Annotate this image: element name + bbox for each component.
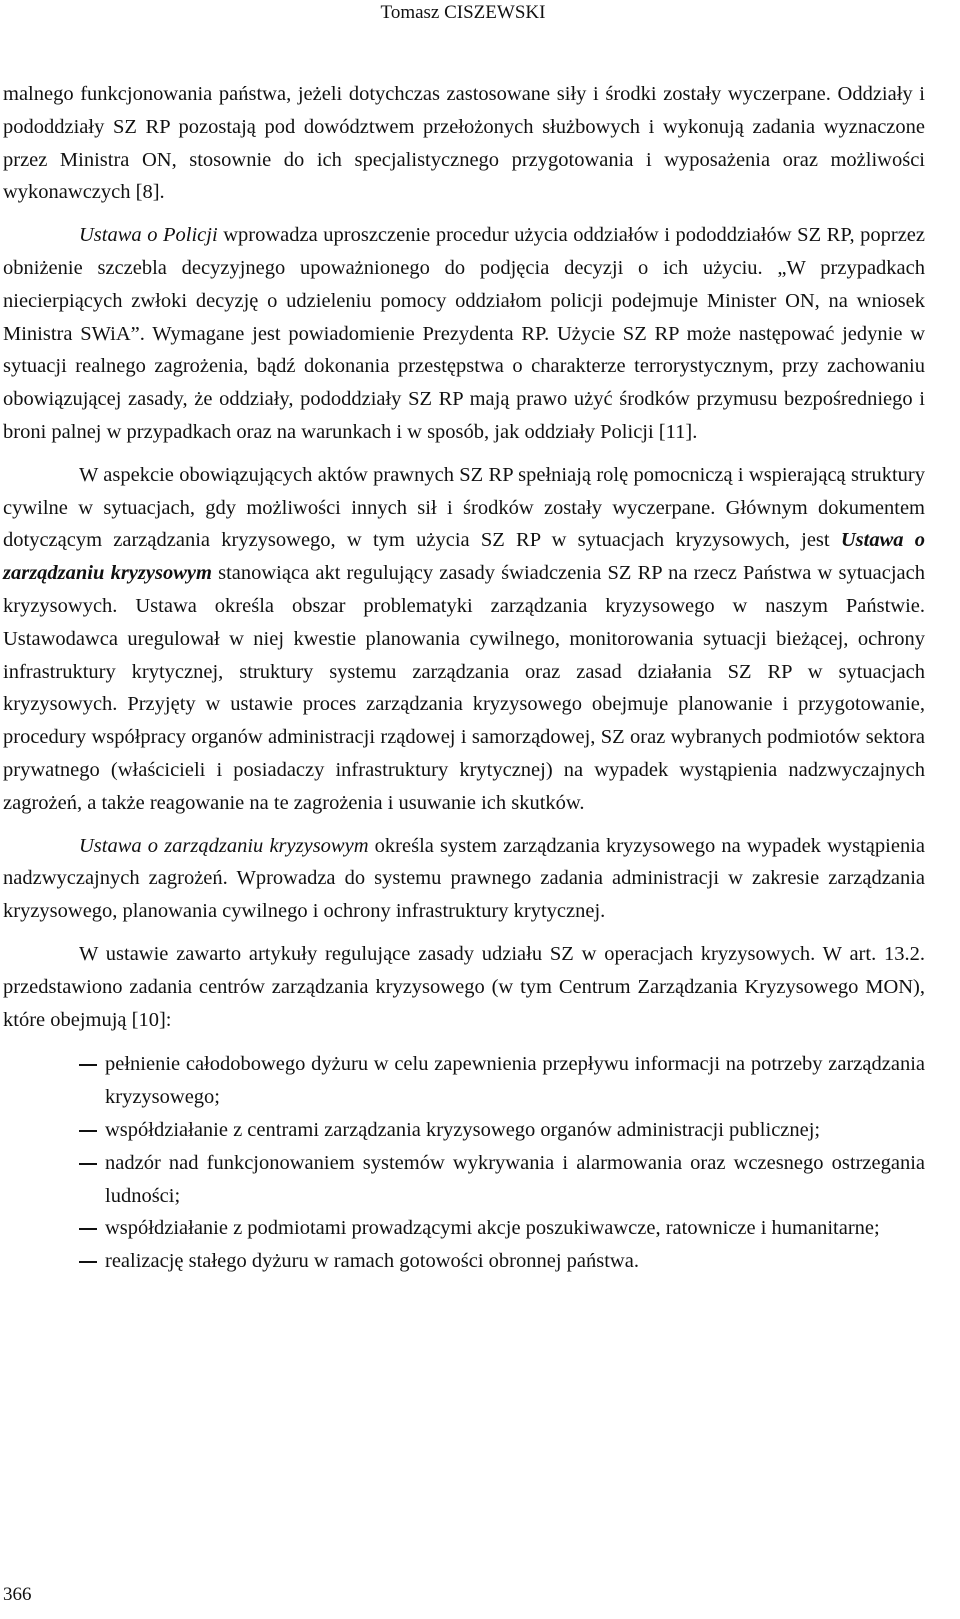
paragraph-legal-aspects	[3, 459, 925, 820]
paragraph-legal-aspects-text-after: stanowiąca akt regulujący zasady świadczenia SZ RP na rzecz Państwa w sytuacjach kryzysowych. Ustawa określa obszar problematyki zarządzania kryzysowego w naszym Państwie. Ustawodawca uregulował w niej kwestie planowania cywilnego, monitorowania sytuacji bieżącej, ochrony infrastruktury krytycznej, struktury systemu zarządzania oraz zasad działania SZ RP w sytuacjach kryzysowych. Przyjęty w ustawie proces zarządzania kryzysowego obejmuje planowanie i przygotowanie, procedury współpracy organów administracji rządowej i samorządowej, SZ oraz wybranych podmiotów sektora prywatnego (właścicieli i posiadaczy infrastruktury krytycznej) na wypadek wystąpienia nadzwyczajnych zagrożeń, a także reagowanie na te zagrożenia i usuwanie ich skutków.	[3, 562, 925, 814]
paragraph-legal-aspects-text-before: W aspekcie obowiązujących aktów prawnych SZ RP spełniają rolę pomocniczą i wspierającą struktury cywilne w sytuacjach, gdy możliwości innych sił i środków zostały wyczerpane. Głównym dokumentem dotyczącym zarządzania kryzysowego, w tym użycia SZ RP w sytuacjach kryzysowych, jest	[3, 463, 925, 552]
page-number: 366	[3, 1584, 32, 1605]
paragraph-continuation: malnego funkcjonowania państwa, jeżeli dotychczas zastosowane siły i środki zostały wyczerpane. Oddziały i pododdziały SZ RP pozostają pod dowództwem przełożonych służbowych i wykonują zadania wyznaczone przez Ministra ON, stosownie do ich specjalistycznego przygotowania i wyposażenia oraz możliwości wykonawczych [8].	[3, 83, 925, 204]
list-item-text: realizację stałego dyżuru w ramach gotowości obronnej państwa.	[105, 1250, 639, 1273]
dash-bullet-icon	[79, 1163, 97, 1165]
list-item-text: współdziałanie z centrami zarządzania kryzysowego organów administracji publicznej;	[105, 1118, 821, 1141]
dash-bullet-icon	[79, 1228, 97, 1230]
act-title-crisis-management: Ustawa o zarządzaniu kryzysowym	[79, 834, 369, 857]
paragraph-crisis-act	[3, 830, 925, 928]
page-content	[3, 78, 925, 1278]
paragraph-crisis-act-text: określa system zarządzania kryzysowego na wypadek wystąpienia nadzwyczajnych zagrożeń. Wprowadza do systemu prawnego zadania administracji w zakresie zarządzania kryzysowego, planowania cywilnego i ochrony infrastruktury krytycznej.	[3, 834, 925, 923]
paragraph-tasks-intro: W ustawie zawarto artykuły regulujące zasady udziału SZ w operacjach kryzysowych. W art. 13.2. przedstawiono zadania centrów zarządzania kryzysowego (w tym Centrum Zarządzania Kryzysowego MON), które obejmują [10]:	[3, 942, 925, 1031]
dash-bullet-icon	[79, 1261, 97, 1263]
running-header: Tomasz CISZEWSKI	[380, 2, 546, 23]
list-item	[3, 1212, 925, 1245]
list-item-text: pełnienie całodobowego dyżuru w celu zapewnienia przepływu informacji na potrzeby zarządzania kryzysowego;	[105, 1053, 925, 1109]
act-title-police: Ustawa o Policji	[79, 224, 218, 247]
list-item-text: współdziałanie z podmiotami prowadzącymi akcje poszukiwawcze, ratownicze i humanitarne;	[105, 1217, 880, 1240]
dash-bullet-icon	[79, 1130, 97, 1132]
list-item	[3, 1114, 925, 1147]
paragraph-police-act-text: wprowadza uproszczenie procedur użycia oddziałów i pododdziałów SZ RP, poprzez obniżenie szczebla decyzyjnego upoważnionego do podjęcia decyzji o ich użyciu. „W przypadkach niecierpiących zwłoki decyzję o udzieleniu pomocy oddziałom policji podejmuje Minister ON, na wniosek Ministra SWiA”. Wymagane jest powiadomienie Prezydenta RP. Użycie SZ RP może następować jedynie w sytuacji realnego zagrożenia, bądź dokonania przestępstwa o charakterze terrorystycznym, przy zachowaniu obowiązującej zasady, że oddziały, pododdziały SZ RP mają prawo użyć środków przymusu bezpośredniego i broni palnej w przypadkach oraz na warunkach i w sposób, jak oddziały Policji [11].	[3, 224, 925, 443]
list-item	[3, 1048, 925, 1114]
list-item	[3, 1147, 925, 1213]
paragraph-police-act	[3, 219, 925, 449]
list-item-text: nadzór nad funkcjonowaniem systemów wykrywania i alarmowania oraz wczesnego ostrzegania ludności;	[105, 1151, 925, 1207]
act-title-crisis-management-bold: Ustawa o zarządzaniu kryzysowym	[3, 529, 925, 585]
dash-bullet-icon	[79, 1064, 97, 1066]
list-item	[3, 1245, 925, 1278]
tasks-list	[3, 1048, 925, 1278]
